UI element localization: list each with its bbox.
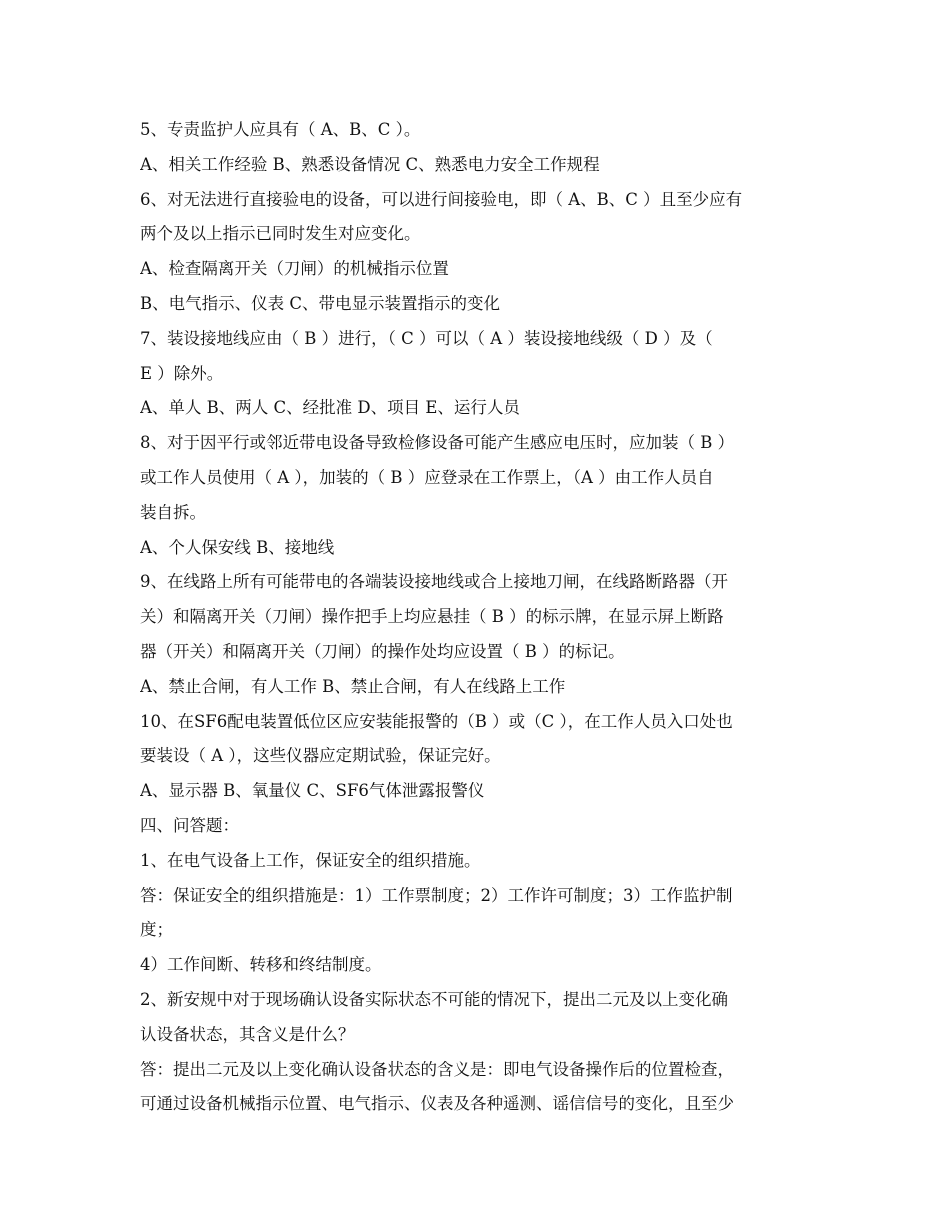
qa-1-question: 1、在电气设备上工作，保证安全的组织措施。 — [140, 850, 481, 870]
question-7-continued: E ）除外。 — [140, 363, 224, 383]
qa-2-answer: 答：提出二元及以上变化确认设备状态的含义是：即电气设备操作后的位置检查， — [140, 1059, 734, 1079]
question-5-options: A、相关工作经验 B、熟悉设备情况 C、熟悉电力安全工作规程 — [140, 154, 600, 174]
question-5: 5、专责监护人应具有（ A、B、C ）。 — [140, 120, 421, 139]
section-heading: 四、问答题： — [140, 815, 239, 835]
qa-1-answer: 答：保证安全的组织措施是：1）工作票制度；2）工作许可制度；3）工作监护制 — [140, 885, 733, 905]
question-6-continued: 两个及以上指示已同时发生对应变化。 — [140, 224, 421, 244]
question-8-continued-2: 装自拆。 — [140, 502, 206, 522]
question-6: 6、对无法进行直接验电的设备，可以进行间接验电，即（ A、B、C ）且至少应有 — [140, 189, 743, 209]
question-8: 8、对于因平行或邻近带电设备导致检修设备可能产生感应电压时，应加装（ B ） — [140, 433, 735, 453]
question-6-option-a: A、检查隔离开关（刀闸）的机械指示位置 — [140, 259, 449, 279]
question-10-options: A、显示器 B、氧量仪 C、SF6气体泄露报警仪 — [140, 781, 485, 801]
question-8-continued: 或工作人员使用（ A ），加装的（ B ）应登录在工作票上，（A ）由工作人员自 — [140, 467, 714, 487]
question-8-options: A、个人保安线 B、接地线 — [140, 537, 335, 557]
question-9-options: A、禁止合闸，有人工作 B、禁止合闸，有人在线路上工作 — [140, 676, 566, 696]
question-9: 9、在线路上所有可能带电的各端装设接地线或合上接地刀闸，在线路断路器（开 — [140, 572, 728, 592]
question-9-continued: 关）和隔离开关（刀闸）操作把手上均应悬挂（ B ）的标示牌，在显示屏上断路 — [140, 607, 724, 627]
question-10-continued: 要装设（ A ），这些仪器应定期试验，保证完好。 — [140, 746, 501, 766]
question-9-continued-2: 器（开关）和隔离开关（刀闸）的操作处均应设置（ B ）的标记。 — [140, 641, 625, 661]
qa-1-answer-continued: 度； — [140, 920, 173, 940]
question-7: 7、装设接地线应由（ B ）进行，（ C ）可以（ A ）装设接地线级（ D ）及（ — [140, 328, 713, 348]
qa-2-question: 2、新安规中对于现场确认设备实际状态不可能的情况下，提出二元及以上变化确 — [140, 989, 728, 1009]
question-10: 10、在SF6配电装置低位区应安装能报警的（B ）或（C ），在工作人员入口处也 — [140, 711, 733, 731]
qa-2-answer-continued: 可通过设备机械指示位置、电气指示、仪表及各种遥测、谣信信号的变化，且至少 — [140, 1094, 734, 1114]
qa-1-answer-continued-2: 4）工作间断、转移和终结制度。 — [140, 955, 382, 975]
question-6-options-bc: B、电气指示、仪表 C、带电显示装置指示的变化 — [140, 293, 500, 313]
document-body — [140, 113, 820, 1122]
question-7-options: A、单人 B、两人 C、经批准 D、项目 E、运行人员 — [140, 398, 520, 418]
qa-2-question-continued: 认设备状态，其含义是什么？ — [140, 1024, 355, 1044]
